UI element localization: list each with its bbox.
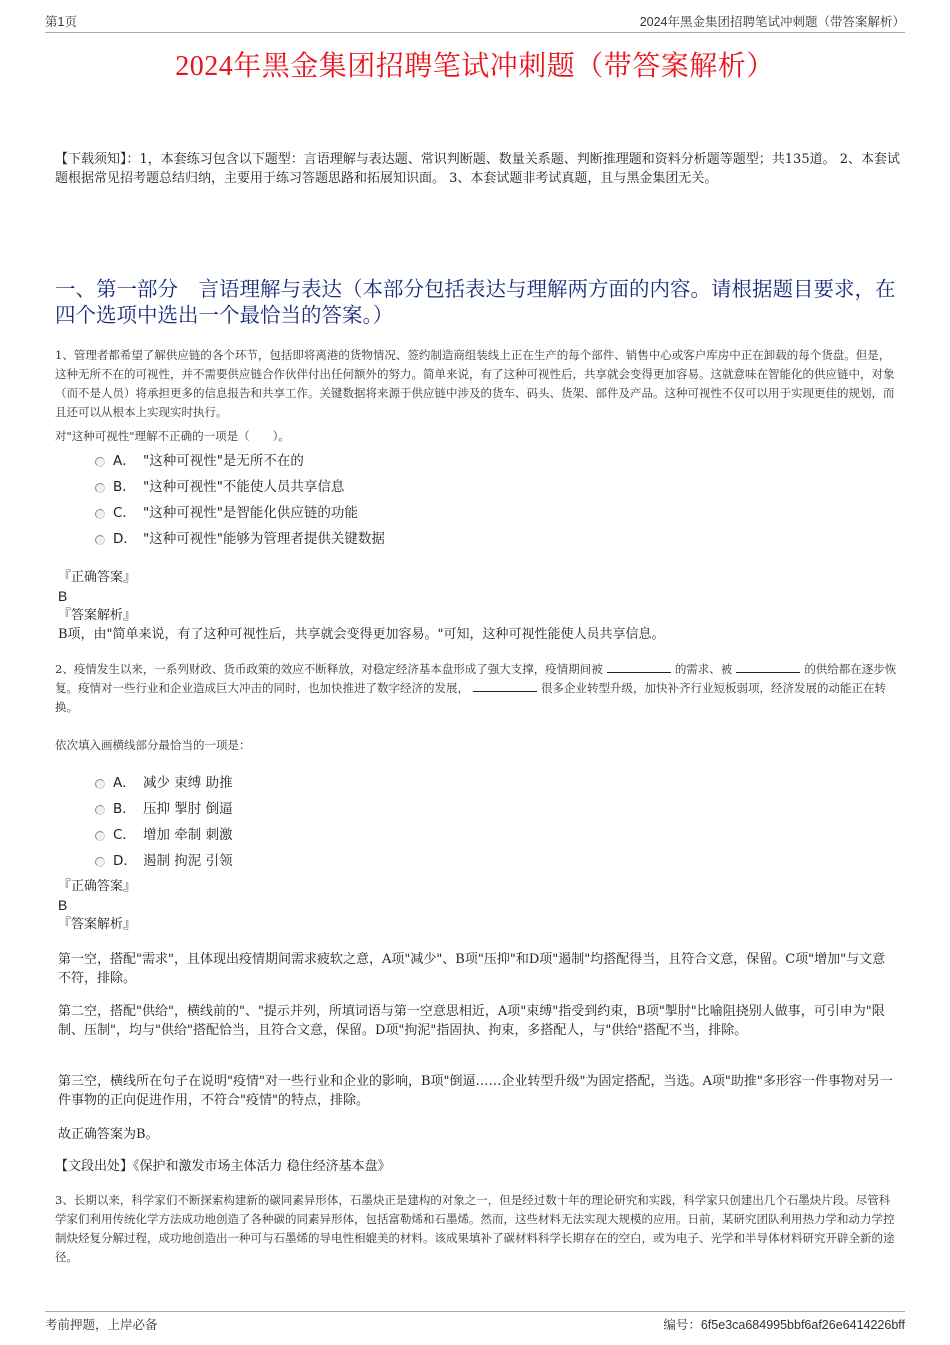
radio-button[interactable] [95,805,105,815]
question-2-answer [55,877,900,934]
radio-button[interactable] [95,457,105,467]
section-heading: 一、第一部分 言语理解与表达（本部分包括表达与理解两方面的内容。请根据题目要求，在四个选项中选出一个最恰当的答案。） [55,277,896,327]
question-2-prompt: 依次填入画横线部分最恰当的一项是： [55,738,251,752]
question-1-prompt: 对"这种可视性"理解不正确的一项是（ ）。 [55,429,290,443]
question-1-answer [55,568,900,644]
correct-answer-label: 『正确答案』 [58,879,137,894]
question-1-option-b[interactable]: B． "这种可视性"不能使人员共享信息 [95,472,385,498]
radio-button[interactable] [95,779,105,789]
correct-answer-label: 『正确答案』 [58,570,137,585]
radio-button[interactable] [95,483,105,493]
question-2-options [95,768,233,872]
radio-button[interactable] [95,831,105,841]
question-2-option-d[interactable]: D． 遏制 拘泥 引领 [95,846,233,872]
question-1-option-c[interactable]: C． "这种可视性"是智能化供应链的功能 [95,498,385,524]
correct-answer-value: B [58,897,68,913]
question-3-stem: 3、长期以来，科学家们不断探索构建新的碳同素异形体，石墨炔正是建构的对象之一，但是经过数十年的理论研究和实践，科学家只创建出几个石墨炔片段。尽管科学家们利用传统化学方法成功地创造了各种碳的同素异形体，包括富勒烯和石墨烯。然而，这些材料无法实现大规模的应用。日前，某研究团队利用热力学和动力学控制炔烃复分解过程，成功地创造出一种可与石墨烯的导电性相媲美的材料。该成果填补了碳材料科学长期存在的空白，或为电子、光学和半导体材料研究开辟全新的途径。 [55,1193,895,1264]
question-1-option-d[interactable]: D． "这种可视性"能够为管理者提供关键数据 [95,524,385,550]
question-2-stem: 2、疫情发生以来，一系列财政、货币政策的效应不断释放，对稳定经济基本盘形成了强大支撑，疫情期间被 的需求、被 的供给都在逐步恢复。疫情对一些行业和企业造成巨大冲击的同时，也加快推进了数字经济的发展， 很多企业转型升级，加快补齐行业短板弱项，经济发展的动能正在转换。 [55,662,897,714]
page-header [45,14,905,33]
analysis-paragraph-2: 第二空，搭配"供给"，横线前的"、"提示并列，所填词语与第一空意思相近，A项"束缚"指受到约束，B项"掣肘"比喻阻挠别人做事，可引申为"限制、压制"，均与"供给"搭配恰当，且符合文意，保留。D项"拘泥"指固执、拘束，多搭配人，与"供给"搭配不当，排除。 [58,1004,885,1038]
fill-blank-3 [473,680,537,692]
page-footer [45,1311,905,1333]
question-1-stem: 1、管理者都希望了解供应链的各个环节，包括即将离港的货物情况、签约制造商组装线上正在生产的每个部件、销售中心或客户库房中正在卸载的每个货盘。但是，这种无所不在的可视性，并不需要供应链合作伙伴付出任何额外的努力。简单来说，有了这种可视性后，共享就会变得更加容易。这就意味在智能化的供应链中，对象（而不是人员）将承担更多的信息报告和共享工作。关键数据将来源于供应链中涉及的货车、码头、货架、部件及产品。这种可视性不仅可以用于实现更佳的规划，而且还可以从根本上实现实时执行。 [55,348,895,419]
page-number: 第1页 [45,15,77,29]
fill-blank-1 [607,661,671,673]
radio-button[interactable] [95,509,105,519]
footer-serial: 编号：6f5e3ca684995bbf6af26e6414226bff [663,1318,905,1332]
serial-number: 6f5e3ca684995bbf6af26e6414226bff [700,1318,905,1332]
analysis-paragraph-3: 第三空，横线所在句子在说明"疫情"对一些行业和企业的影响，B项"倒逼……企业转型升级"为固定搭配，当选。A项"助推"多形容一件事物对另一件事物的正向促进作用，不符合"疫情"的特点，排除。 [58,1074,893,1108]
header-doc-name: 2024年黑金集团招聘笔试冲刺题（带答案解析） [639,15,905,29]
analysis-label: 『答案解析』 [58,608,137,623]
fill-blank-2 [736,661,800,673]
correct-answer-value: B [58,588,68,604]
download-notice: 【下载须知】：1，本套练习包含以下题型：言语理解与表达题、常识判断题、数量关系题、判断推理题和资料分析题等题型；共135道。 2、本套试题根据常见招考题总结归纳，主要用于练习答题思路和拓展知识面。 3、本套试题非考试真题，且与黑金集团无关。 [55,152,900,186]
analysis-paragraph-1: 第一空，搭配"需求"，且体现出疫情期间需求疲软之意，A项"减少"、B项"压抑"和D项"遏制"均搭配得当，且符合文意，保留。C项"增加"与文意不符，排除。 [58,952,886,986]
radio-button[interactable] [95,857,105,867]
analysis-label: 『答案解析』 [58,917,137,932]
question-2-option-c[interactable]: C． 增加 牵制 刺激 [95,820,233,846]
question-1-options [95,446,385,550]
analysis-conclusion: 故正确答案为B。 [58,1127,159,1142]
question-2-option-b[interactable]: B． 压抑 掣肘 倒逼 [95,794,233,820]
analysis-text: B项，由"简单来说，有了这种可视性后，共享就会变得更加容易。"可知，这种可视性能使人员共享信息。 [58,627,665,642]
question-1-option-a[interactable]: A． "这种可视性"是无所不在的 [95,446,385,472]
passage-source: 【文段出处】《保护和激发市场主体活力 稳住经济基本盘》 [55,1159,391,1174]
question-2-option-a[interactable]: A． 减少 束缚 助推 [95,768,233,794]
document-title: 2024年黑金集团招聘笔试冲刺题（带答案解析） [175,51,775,82]
footer-slogan: 考前押题，上岸必备 [45,1318,158,1332]
radio-button[interactable] [95,535,105,545]
